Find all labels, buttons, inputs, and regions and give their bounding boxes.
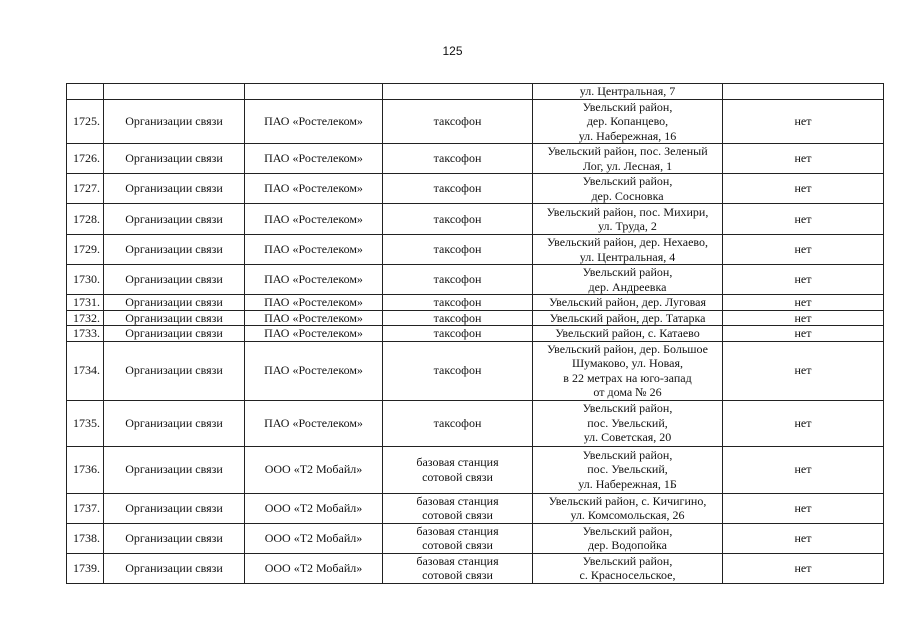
row-number-cell: 1736. <box>67 446 104 493</box>
table-row <box>67 400 884 446</box>
table-row <box>67 310 884 326</box>
address-cell: Увельский район, пос. Михири, ул. Труда, 2 <box>533 204 723 235</box>
address-cell: Увельский район, пос. Увельский, ул. Набережная, 1Б <box>533 446 723 493</box>
organization-cell: ПАО «Ростелеком» <box>245 310 383 326</box>
table-row <box>67 493 884 523</box>
table-row <box>67 446 884 493</box>
table-row <box>67 174 884 204</box>
flag-cell: нет <box>723 174 884 204</box>
flag-cell: нет <box>723 295 884 311</box>
object-type-cell: таксофон <box>383 144 533 174</box>
row-number-cell <box>67 84 104 100</box>
table-row <box>67 144 884 174</box>
table-row <box>67 265 884 295</box>
object-type-cell: таксофон <box>383 310 533 326</box>
organization-cell: ООО «Т2 Мобайл» <box>245 493 383 523</box>
organization-cell: ПАО «Ростелеком» <box>245 400 383 446</box>
flag-cell <box>723 84 884 100</box>
organization-cell: ПАО «Ростелеком» <box>245 174 383 204</box>
object-type-cell: таксофон <box>383 400 533 446</box>
organization-cell: ООО «Т2 Мобайл» <box>245 553 383 583</box>
object-type-cell: таксофон <box>383 204 533 235</box>
category-cell <box>104 84 245 100</box>
organization-cell: ПАО «Ростелеком» <box>245 235 383 265</box>
row-number-cell: 1734. <box>67 341 104 400</box>
category-cell: Организации связи <box>104 326 245 342</box>
row-number-cell: 1728. <box>67 204 104 235</box>
row-number-cell: 1737. <box>67 493 104 523</box>
category-cell: Организации связи <box>104 235 245 265</box>
category-cell: Организации связи <box>104 310 245 326</box>
object-type-cell: таксофон <box>383 341 533 400</box>
organization-cell: ООО «Т2 Мобайл» <box>245 523 383 553</box>
flag-cell: нет <box>723 235 884 265</box>
object-type-cell: базовая станция сотовой связи <box>383 523 533 553</box>
table-row <box>67 84 884 100</box>
organization-cell: ПАО «Ростелеком» <box>245 295 383 311</box>
table-row <box>67 235 884 265</box>
category-cell: Организации связи <box>104 144 245 174</box>
address-cell: Увельский район, дер. Татарка <box>533 310 723 326</box>
flag-cell: нет <box>723 310 884 326</box>
page-number: 125 <box>442 44 463 58</box>
object-type-cell: таксофон <box>383 265 533 295</box>
organization-cell: ПАО «Ростелеком» <box>245 99 383 144</box>
row-number-cell: 1738. <box>67 523 104 553</box>
flag-cell: нет <box>723 326 884 342</box>
row-number-cell: 1725. <box>67 99 104 144</box>
table-row <box>67 99 884 144</box>
row-number-cell: 1730. <box>67 265 104 295</box>
object-type-cell: таксофон <box>383 99 533 144</box>
organization-cell: ООО «Т2 Мобайл» <box>245 446 383 493</box>
organization-cell: ПАО «Ростелеком» <box>245 265 383 295</box>
category-cell: Организации связи <box>104 446 245 493</box>
object-type-cell: базовая станция сотовой связи <box>383 446 533 493</box>
organization-cell: ПАО «Ростелеком» <box>245 144 383 174</box>
category-cell: Организации связи <box>104 523 245 553</box>
flag-cell: нет <box>723 553 884 583</box>
address-cell: Увельский район, дер. Водопойка <box>533 523 723 553</box>
table-row <box>67 204 884 235</box>
organization-cell: ПАО «Ростелеком» <box>245 204 383 235</box>
row-number-cell: 1726. <box>67 144 104 174</box>
registry-table <box>66 83 884 584</box>
flag-cell: нет <box>723 144 884 174</box>
row-number-cell: 1735. <box>67 400 104 446</box>
address-cell: Увельский район, дер. Андреевка <box>533 265 723 295</box>
address-cell: Увельский район, дер. Большое Шумаково, ул. Новая, в 22 метрах на юго-запад от дома № 26 <box>533 341 723 400</box>
object-type-cell: таксофон <box>383 326 533 342</box>
flag-cell: нет <box>723 341 884 400</box>
object-type-cell <box>383 84 533 100</box>
flag-cell: нет <box>723 265 884 295</box>
object-type-cell: таксофон <box>383 174 533 204</box>
table-row <box>67 341 884 400</box>
address-cell: Увельский район, с. Кичигино, ул. Комсомольская, 26 <box>533 493 723 523</box>
flag-cell: нет <box>723 204 884 235</box>
object-type-cell: таксофон <box>383 235 533 265</box>
flag-cell: нет <box>723 99 884 144</box>
address-cell: Увельский район, пос. Увельский, ул. Советская, 20 <box>533 400 723 446</box>
address-cell: Увельский район, дер. Нехаево, ул. Центральная, 4 <box>533 235 723 265</box>
registry-table-body <box>67 84 884 584</box>
category-cell: Организации связи <box>104 493 245 523</box>
category-cell: Организации связи <box>104 400 245 446</box>
row-number-cell: 1731. <box>67 295 104 311</box>
address-cell: Увельский район, с. Красносельское, <box>533 553 723 583</box>
table-row <box>67 553 884 583</box>
table-row <box>67 523 884 553</box>
table-row <box>67 295 884 311</box>
address-cell: Увельский район, дер. Сосновка <box>533 174 723 204</box>
object-type-cell: базовая станция сотовой связи <box>383 493 533 523</box>
address-cell: Увельский район, с. Катаево <box>533 326 723 342</box>
category-cell: Организации связи <box>104 553 245 583</box>
address-cell: ул. Центральная, 7 <box>533 84 723 100</box>
flag-cell: нет <box>723 523 884 553</box>
flag-cell: нет <box>723 446 884 493</box>
flag-cell: нет <box>723 493 884 523</box>
category-cell: Организации связи <box>104 265 245 295</box>
flag-cell: нет <box>723 400 884 446</box>
row-number-cell: 1729. <box>67 235 104 265</box>
object-type-cell: базовая станция сотовой связи <box>383 553 533 583</box>
organization-cell: ПАО «Ростелеком» <box>245 326 383 342</box>
category-cell: Организации связи <box>104 174 245 204</box>
object-type-cell: таксофон <box>383 295 533 311</box>
organization-cell: ПАО «Ростелеком» <box>245 341 383 400</box>
category-cell: Организации связи <box>104 341 245 400</box>
address-cell: Увельский район, пос. Зеленый Лог, ул. Лесная, 1 <box>533 144 723 174</box>
category-cell: Организации связи <box>104 204 245 235</box>
row-number-cell: 1732. <box>67 310 104 326</box>
address-cell: Увельский район, дер. Копанцево, ул. Набережная, 16 <box>533 99 723 144</box>
row-number-cell: 1733. <box>67 326 104 342</box>
category-cell: Организации связи <box>104 99 245 144</box>
organization-cell <box>245 84 383 100</box>
category-cell: Организации связи <box>104 295 245 311</box>
address-cell: Увельский район, дер. Луговая <box>533 295 723 311</box>
row-number-cell: 1727. <box>67 174 104 204</box>
table-row <box>67 326 884 342</box>
row-number-cell: 1739. <box>67 553 104 583</box>
